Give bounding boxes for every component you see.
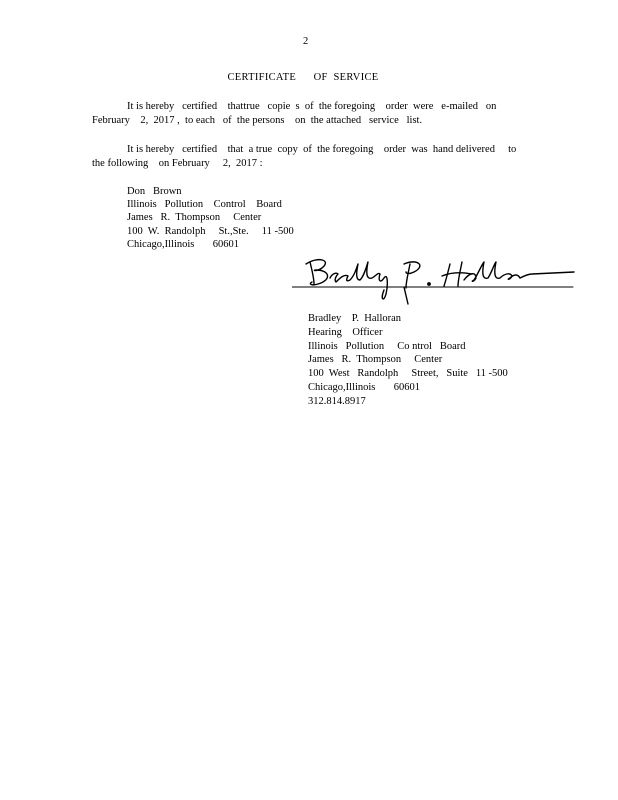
signer-title: Hearing Officer [308, 326, 383, 338]
hand-delivery-paragraph [92, 143, 522, 171]
signer-org: Illinois Pollution Co ntrol Board [308, 340, 466, 352]
recipient-street: 100 W. Randolph St.,Ste. 11 -500 [127, 225, 294, 237]
handwritten-signature [292, 250, 577, 311]
paragraph-line: the following on February 2, 2017 : [92, 158, 263, 169]
recipient-city: Chicago,Illinois 60601 [127, 238, 239, 250]
signer-street: 100 West Randolph Street, Suite 11 -500 [308, 368, 508, 380]
paragraph-line: February 2, 2017 , to each of the persons on the attached service list. [92, 115, 423, 126]
signer-name: Bradley P. Halloran [308, 313, 402, 324]
signer-block [308, 312, 508, 409]
recipient-address [127, 185, 294, 251]
recipient-org: Illinois Pollution Control Board [127, 199, 282, 211]
page-number: 2 [303, 36, 309, 47]
recipient-building: James R. Thompson Center [127, 212, 262, 224]
email-service-paragraph [92, 100, 522, 128]
signer-city: Chicago,Illinois 60601 [308, 381, 420, 393]
paragraph-line: It is hereby certified that a true copy of the foregoing order was hand delivered to [127, 144, 517, 155]
signer-building: James R. Thompson Center [308, 354, 443, 366]
recipient-name: Don Brown [127, 186, 182, 197]
document-title: CERTIFICATE OF SERVICE [227, 72, 379, 83]
signer-phone: 312.814.8917 [308, 395, 366, 407]
paragraph-line: It is hereby certified thattrue copie s of the foregoing order were e-mailed on [127, 101, 497, 112]
signature-image [292, 250, 577, 308]
